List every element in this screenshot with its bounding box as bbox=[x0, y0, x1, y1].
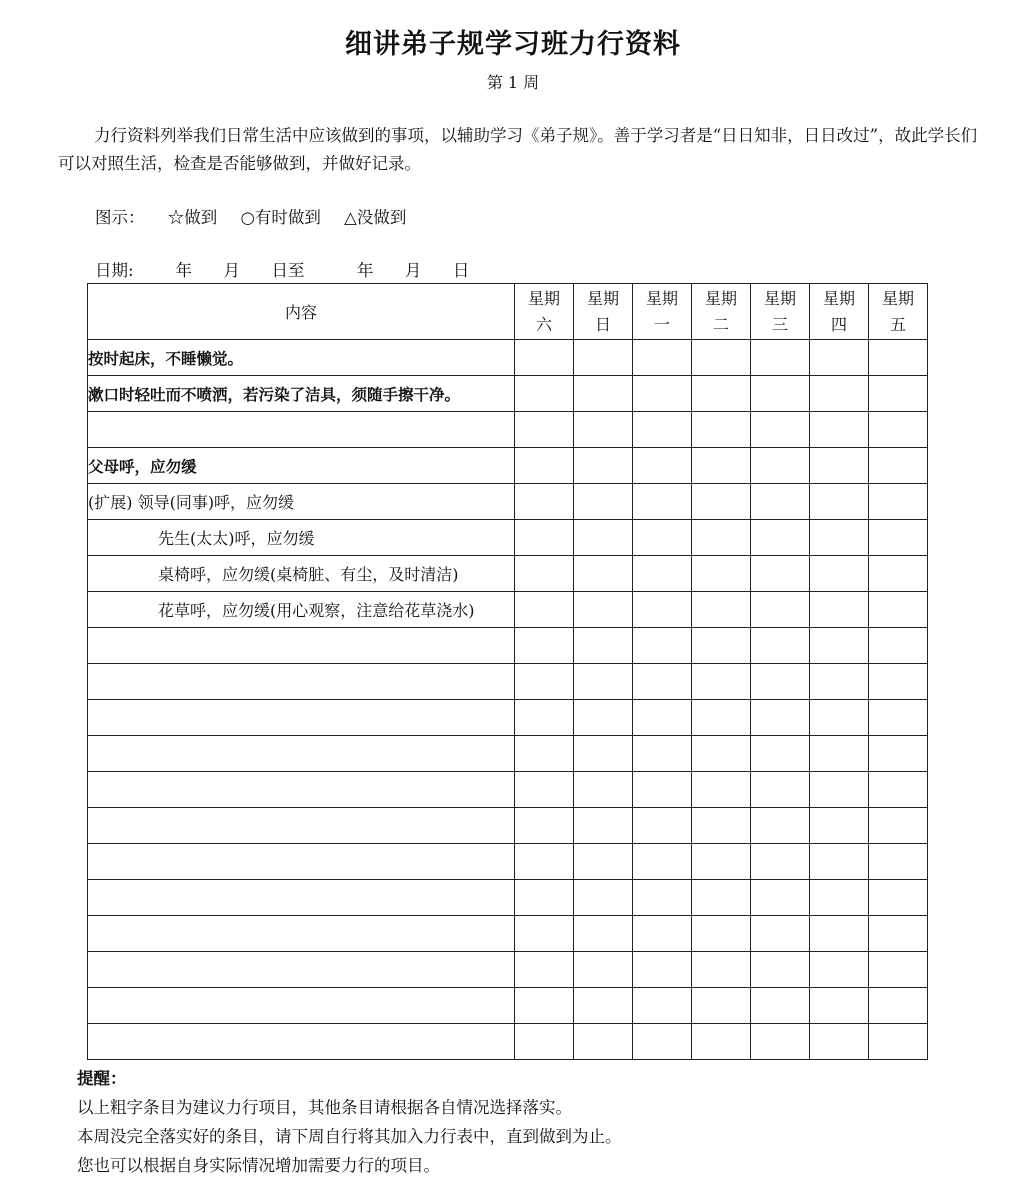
record-cell[interactable] bbox=[515, 664, 574, 700]
record-cell[interactable] bbox=[810, 628, 869, 664]
table-row bbox=[88, 556, 928, 592]
record-cell[interactable] bbox=[515, 700, 574, 736]
record-cell[interactable] bbox=[574, 844, 633, 880]
day-column-header bbox=[869, 284, 928, 340]
legend-label: 图示： bbox=[95, 208, 145, 227]
practice-item: 桌椅呼，应勿缓(桌椅脏、有尘，及时清洁) bbox=[88, 556, 515, 592]
record-cell[interactable] bbox=[692, 808, 751, 844]
record-cell[interactable] bbox=[692, 592, 751, 628]
practice-item: 先生(太太)呼，应勿缓 bbox=[88, 520, 515, 556]
record-cell[interactable] bbox=[810, 1024, 869, 1060]
day-header-weekday: 日 bbox=[594, 314, 611, 334]
day-header-label: 星期 bbox=[645, 288, 678, 308]
record-cell[interactable] bbox=[810, 484, 869, 520]
record-cell[interactable] bbox=[869, 916, 928, 952]
day-header-label: 星期 bbox=[527, 288, 560, 308]
practice-item: 花草呼，应勿缓(用心观察，注意给花草浇水) bbox=[88, 592, 515, 628]
record-cell[interactable] bbox=[810, 700, 869, 736]
record-cell[interactable] bbox=[692, 844, 751, 880]
day-column-header bbox=[574, 284, 633, 340]
record-cell[interactable] bbox=[751, 772, 810, 808]
record-cell[interactable] bbox=[692, 376, 751, 412]
record-cell[interactable] bbox=[810, 412, 869, 448]
record-cell[interactable] bbox=[869, 520, 928, 556]
record-cell[interactable] bbox=[751, 412, 810, 448]
record-cell[interactable] bbox=[692, 736, 751, 772]
record-cell[interactable] bbox=[869, 844, 928, 880]
record-cell[interactable] bbox=[633, 340, 692, 376]
record-cell[interactable] bbox=[751, 880, 810, 916]
day-column-header bbox=[633, 284, 692, 340]
record-cell[interactable] bbox=[751, 664, 810, 700]
record-cell[interactable] bbox=[515, 340, 574, 376]
reminder-heading: 提醒： bbox=[77, 1069, 127, 1088]
day-column-header bbox=[692, 284, 751, 340]
practice-item bbox=[88, 664, 515, 700]
table-row bbox=[88, 736, 928, 772]
record-cell[interactable] bbox=[810, 772, 869, 808]
table-row bbox=[88, 340, 928, 376]
reminder-line: 本周没完全落实好的条目，请下周自行将其加入力行表中，直到做到为止。 bbox=[77, 1127, 622, 1146]
record-cell[interactable] bbox=[810, 736, 869, 772]
record-cell[interactable] bbox=[869, 556, 928, 592]
record-cell[interactable] bbox=[574, 556, 633, 592]
record-cell[interactable] bbox=[751, 340, 810, 376]
record-cell[interactable] bbox=[751, 556, 810, 592]
practice-item bbox=[88, 1024, 515, 1060]
record-cell[interactable] bbox=[574, 736, 633, 772]
table-header-row bbox=[88, 284, 928, 340]
table-row bbox=[88, 808, 928, 844]
legend-not-done: △没做到 bbox=[344, 208, 407, 227]
day-header-weekday: 四 bbox=[830, 314, 847, 334]
record-cell[interactable] bbox=[869, 988, 928, 1024]
record-cell[interactable] bbox=[633, 952, 692, 988]
day-header-weekday: 五 bbox=[889, 314, 906, 334]
record-cell[interactable] bbox=[633, 844, 692, 880]
record-cell[interactable] bbox=[574, 880, 633, 916]
record-cell[interactable] bbox=[751, 988, 810, 1024]
practice-item bbox=[88, 628, 515, 664]
record-cell[interactable] bbox=[751, 376, 810, 412]
table-row bbox=[88, 376, 928, 412]
table-row bbox=[88, 952, 928, 988]
day-header-weekday: 二 bbox=[712, 314, 729, 334]
record-cell[interactable] bbox=[751, 952, 810, 988]
record-cell[interactable] bbox=[633, 772, 692, 808]
record-cell[interactable] bbox=[751, 448, 810, 484]
practice-item bbox=[88, 844, 515, 880]
table-row bbox=[88, 772, 928, 808]
practice-item bbox=[88, 736, 515, 772]
practice-item bbox=[88, 700, 515, 736]
reminder-section bbox=[77, 1064, 622, 1180]
record-cell[interactable] bbox=[692, 664, 751, 700]
record-cell[interactable] bbox=[869, 484, 928, 520]
record-cell[interactable] bbox=[869, 772, 928, 808]
record-cell[interactable] bbox=[692, 700, 751, 736]
record-cell[interactable] bbox=[633, 592, 692, 628]
intro-paragraph: 力行资料列举我们日常生活中应该做到的事项，以辅助学习《弟子规》。善于学习者是“日日知非，日日改过”，故此学长们可以对照生活，检查是否能够做到，并做好记录。 bbox=[58, 126, 978, 173]
record-cell[interactable] bbox=[633, 484, 692, 520]
date-range-line: 日期: 年 月 日至 年 月 日 bbox=[95, 261, 470, 280]
record-cell[interactable] bbox=[574, 628, 633, 664]
record-cell[interactable] bbox=[869, 808, 928, 844]
record-cell[interactable] bbox=[810, 592, 869, 628]
legend-sometimes: ○有时做到 bbox=[240, 208, 321, 227]
table-row bbox=[88, 1024, 928, 1060]
record-cell[interactable] bbox=[810, 808, 869, 844]
record-cell[interactable] bbox=[869, 736, 928, 772]
record-cell[interactable] bbox=[515, 736, 574, 772]
practice-item bbox=[88, 952, 515, 988]
record-cell[interactable] bbox=[633, 376, 692, 412]
record-cell[interactable] bbox=[869, 700, 928, 736]
record-cell[interactable] bbox=[692, 952, 751, 988]
record-cell[interactable] bbox=[869, 1024, 928, 1060]
record-cell[interactable] bbox=[574, 376, 633, 412]
day-header-label: 星期 bbox=[822, 288, 855, 308]
record-cell[interactable] bbox=[574, 772, 633, 808]
record-cell[interactable] bbox=[692, 448, 751, 484]
record-cell[interactable] bbox=[751, 700, 810, 736]
record-cell[interactable] bbox=[515, 628, 574, 664]
record-cell[interactable] bbox=[574, 412, 633, 448]
practice-item bbox=[88, 988, 515, 1024]
record-cell[interactable] bbox=[692, 988, 751, 1024]
record-cell[interactable] bbox=[692, 556, 751, 592]
reminder-line: 以上粗字条目为建议力行项目，其他条目请根据各自情况选择落实。 bbox=[77, 1098, 572, 1117]
record-cell[interactable] bbox=[810, 952, 869, 988]
practice-item: 漱口时轻吐而不喷洒，若污染了洁具，须随手擦干净。 bbox=[88, 376, 515, 412]
day-column-header bbox=[810, 284, 869, 340]
practice-item: (扩展) 领导(同事)呼，应勿缓 bbox=[88, 484, 515, 520]
record-cell[interactable] bbox=[692, 772, 751, 808]
record-cell[interactable] bbox=[692, 520, 751, 556]
table-row bbox=[88, 448, 928, 484]
practice-item: 父母呼，应勿缓 bbox=[88, 448, 515, 484]
record-cell[interactable] bbox=[515, 772, 574, 808]
record-cell[interactable] bbox=[751, 592, 810, 628]
record-cell[interactable] bbox=[810, 880, 869, 916]
record-cell[interactable] bbox=[869, 448, 928, 484]
record-cell[interactable] bbox=[574, 520, 633, 556]
record-cell[interactable] bbox=[633, 916, 692, 952]
record-cell[interactable] bbox=[574, 988, 633, 1024]
practice-item bbox=[88, 880, 515, 916]
record-cell[interactable] bbox=[574, 592, 633, 628]
record-cell[interactable] bbox=[574, 340, 633, 376]
table-row bbox=[88, 592, 928, 628]
record-cell[interactable] bbox=[869, 340, 928, 376]
record-cell[interactable] bbox=[515, 520, 574, 556]
record-cell[interactable] bbox=[869, 880, 928, 916]
record-cell[interactable] bbox=[633, 448, 692, 484]
record-cell[interactable] bbox=[515, 844, 574, 880]
record-cell[interactable] bbox=[692, 412, 751, 448]
record-cell[interactable] bbox=[515, 1024, 574, 1060]
table-row bbox=[88, 664, 928, 700]
record-cell[interactable] bbox=[692, 628, 751, 664]
legend-done: ☆做到 bbox=[167, 208, 218, 227]
record-cell[interactable] bbox=[810, 844, 869, 880]
table-row bbox=[88, 988, 928, 1024]
record-cell[interactable] bbox=[574, 664, 633, 700]
record-cell[interactable] bbox=[633, 664, 692, 700]
record-cell[interactable] bbox=[515, 916, 574, 952]
record-cell[interactable] bbox=[810, 448, 869, 484]
record-cell[interactable] bbox=[515, 592, 574, 628]
record-cell[interactable] bbox=[574, 700, 633, 736]
record-cell[interactable] bbox=[633, 520, 692, 556]
table-row bbox=[88, 484, 928, 520]
reminder-line: 您也可以根据自身实际情况增加需要力行的项目。 bbox=[77, 1156, 440, 1175]
record-cell[interactable] bbox=[692, 484, 751, 520]
table-row bbox=[88, 844, 928, 880]
record-cell[interactable] bbox=[633, 988, 692, 1024]
practice-item bbox=[88, 412, 515, 448]
day-header-weekday: 六 bbox=[535, 314, 552, 334]
record-cell[interactable] bbox=[810, 916, 869, 952]
record-cell[interactable] bbox=[692, 1024, 751, 1060]
record-cell[interactable] bbox=[633, 1024, 692, 1060]
record-cell[interactable] bbox=[751, 520, 810, 556]
table-row bbox=[88, 880, 928, 916]
record-cell[interactable] bbox=[515, 988, 574, 1024]
day-column-header bbox=[751, 284, 810, 340]
record-cell[interactable] bbox=[751, 484, 810, 520]
record-cell[interactable] bbox=[515, 808, 574, 844]
record-cell[interactable] bbox=[751, 844, 810, 880]
record-cell[interactable] bbox=[869, 952, 928, 988]
record-cell[interactable] bbox=[692, 880, 751, 916]
day-header-label: 星期 bbox=[763, 288, 796, 308]
table-row bbox=[88, 628, 928, 664]
table-row bbox=[88, 916, 928, 952]
record-cell[interactable] bbox=[633, 880, 692, 916]
record-cell[interactable] bbox=[633, 700, 692, 736]
record-cell[interactable] bbox=[574, 484, 633, 520]
record-cell[interactable] bbox=[574, 808, 633, 844]
record-cell[interactable] bbox=[869, 664, 928, 700]
table-row bbox=[88, 700, 928, 736]
record-cell[interactable] bbox=[869, 628, 928, 664]
record-cell[interactable] bbox=[633, 736, 692, 772]
record-cell[interactable] bbox=[869, 412, 928, 448]
record-cell[interactable] bbox=[810, 664, 869, 700]
record-cell[interactable] bbox=[751, 808, 810, 844]
record-cell[interactable] bbox=[515, 412, 574, 448]
record-cell[interactable] bbox=[869, 376, 928, 412]
record-cell[interactable] bbox=[574, 916, 633, 952]
day-header-weekday: 三 bbox=[771, 314, 788, 334]
record-cell[interactable] bbox=[810, 556, 869, 592]
record-cell[interactable] bbox=[692, 340, 751, 376]
table-row bbox=[88, 412, 928, 448]
content-column-header: 内容 bbox=[88, 284, 515, 340]
record-cell[interactable] bbox=[574, 448, 633, 484]
record-cell[interactable] bbox=[515, 448, 574, 484]
practice-item bbox=[88, 772, 515, 808]
record-cell[interactable] bbox=[515, 952, 574, 988]
legend bbox=[95, 204, 424, 228]
table-row bbox=[88, 520, 928, 556]
record-cell[interactable] bbox=[633, 808, 692, 844]
day-header-label: 星期 bbox=[881, 288, 914, 308]
record-cell[interactable] bbox=[751, 1024, 810, 1060]
record-cell[interactable] bbox=[692, 916, 751, 952]
record-cell[interactable] bbox=[810, 376, 869, 412]
record-cell[interactable] bbox=[515, 556, 574, 592]
record-cell[interactable] bbox=[633, 556, 692, 592]
table-body bbox=[88, 340, 928, 1060]
record-cell[interactable] bbox=[515, 484, 574, 520]
record-cell[interactable] bbox=[869, 592, 928, 628]
day-header-label: 星期 bbox=[586, 288, 619, 308]
record-cell[interactable] bbox=[810, 520, 869, 556]
practice-log-table bbox=[87, 283, 928, 1060]
day-header-label: 星期 bbox=[704, 288, 737, 308]
practice-item bbox=[88, 916, 515, 952]
record-cell[interactable] bbox=[751, 736, 810, 772]
record-cell[interactable] bbox=[574, 1024, 633, 1060]
record-cell[interactable] bbox=[751, 916, 810, 952]
practice-item bbox=[88, 808, 515, 844]
record-cell[interactable] bbox=[633, 412, 692, 448]
record-cell[interactable] bbox=[515, 880, 574, 916]
day-header-weekday: 一 bbox=[653, 314, 670, 334]
record-cell[interactable] bbox=[574, 952, 633, 988]
record-cell[interactable] bbox=[633, 628, 692, 664]
record-cell[interactable] bbox=[810, 988, 869, 1024]
day-column-header bbox=[515, 284, 574, 340]
record-cell[interactable] bbox=[515, 376, 574, 412]
practice-item: 按时起床，不睡懒觉。 bbox=[88, 340, 515, 376]
page-title: 细讲弟子规学习班力行资料 bbox=[345, 29, 681, 60]
record-cell[interactable] bbox=[810, 340, 869, 376]
record-cell[interactable] bbox=[751, 628, 810, 664]
week-label: 第 1 周 bbox=[486, 73, 540, 92]
